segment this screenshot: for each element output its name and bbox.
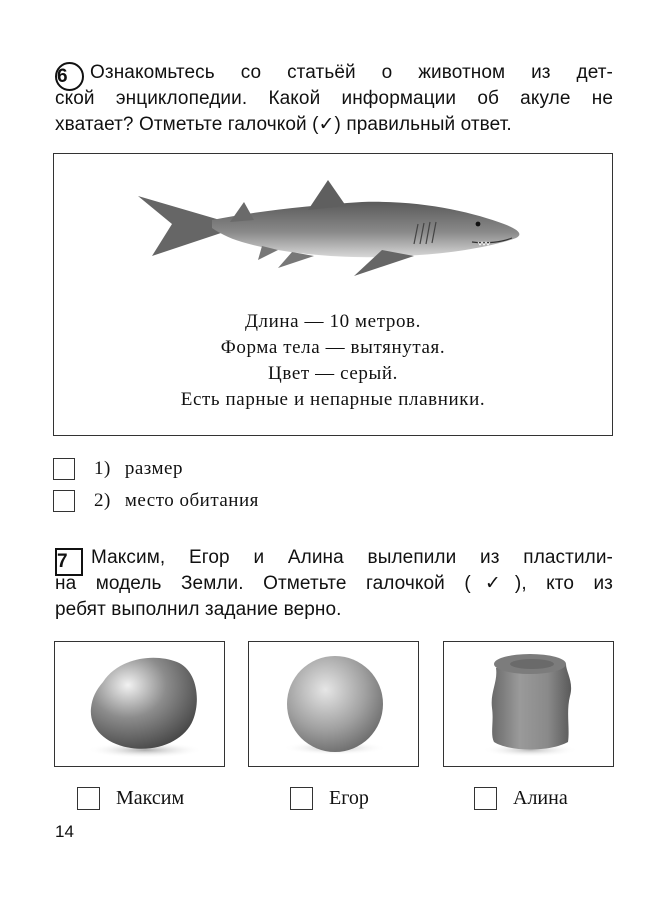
answer-option-2[interactable] <box>53 490 259 512</box>
name-option-maxim[interactable] <box>77 786 184 810</box>
page-number: 14 <box>55 822 74 841</box>
name-label-egor: Егор <box>329 786 369 809</box>
answer-checkbox-2[interactable] <box>53 490 75 512</box>
name-option-alina[interactable] <box>474 786 568 810</box>
encyclopedia-article <box>53 153 613 436</box>
figure-maxim <box>54 641 225 767</box>
task-7-number: 7 <box>55 548 83 576</box>
figure-egor <box>248 641 419 767</box>
answer-option-1[interactable] <box>53 458 183 480</box>
article-line-3: Цвет — серый. <box>268 363 398 384</box>
answer-checkbox-1[interactable] <box>53 458 75 480</box>
shark-photo-icon <box>132 172 532 282</box>
name-option-egor[interactable] <box>290 786 369 810</box>
option-1-number: 1) <box>94 458 111 479</box>
figure-alina <box>443 641 614 767</box>
rounded-blob-model-icon <box>55 642 226 768</box>
name-checkbox-maxim[interactable] <box>77 787 100 810</box>
sphere-model-icon <box>249 642 420 768</box>
option-2-number: 2) <box>94 490 111 511</box>
name-checkbox-egor[interactable] <box>290 787 313 810</box>
article-line-2: Форма тела — вытянутая. <box>220 337 446 358</box>
cylinder-model-icon <box>444 642 615 768</box>
task-6-line-1: Ознакомьтесь со статьёй о животном из дет- <box>90 62 613 83</box>
option-2-label: место обитания <box>124 490 259 511</box>
task-7-line-2: на модель Земли. Отметьте галочкой (✓), кто из <box>55 573 613 594</box>
task-7-line-1: Максим, Егор и Алина вылепили из пластили- <box>91 547 613 568</box>
article-line-1: Длина — 10 метров. <box>245 311 421 332</box>
task-7-line-3: ребят выполнил задание верно. <box>55 599 342 620</box>
task-6-question <box>55 60 613 138</box>
task-6-number: 6 <box>55 62 84 91</box>
name-checkbox-alina[interactable] <box>474 787 497 810</box>
article-line-4: Есть парные и непарные плавники. <box>180 389 486 410</box>
name-label-alina: Алина <box>513 786 568 809</box>
name-label-maxim: Максим <box>116 786 185 809</box>
task-6-line-3: хватает? Отметьте галочкой (✓) правильный ответ. <box>55 114 512 135</box>
option-1-label: размер <box>124 458 183 479</box>
task-7-question <box>55 545 613 623</box>
task-6-line-2: ской энциклопедии. Какой информации об акуле не <box>55 88 613 109</box>
